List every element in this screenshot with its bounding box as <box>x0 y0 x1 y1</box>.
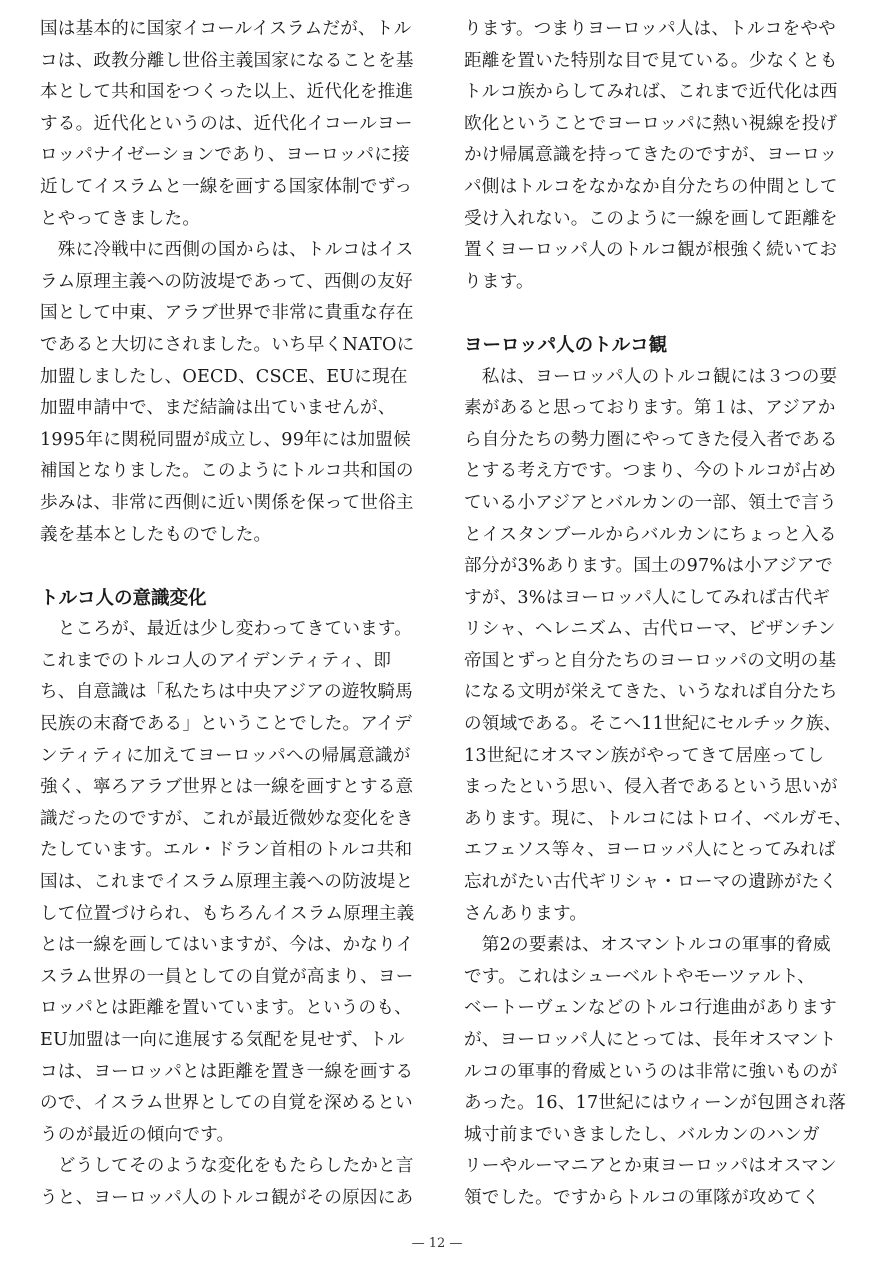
text-line: 国は基本的に国家イコールイスラムだが、トル <box>40 19 412 39</box>
text-line: が、ヨーロッパ人にとっては、長年オスマント <box>464 1030 837 1050</box>
paragraph-gap <box>464 298 844 330</box>
text-line: ベートーヴェンなどのトルコ行進曲があります <box>464 998 837 1019</box>
text-line: 本として共和国をつくった以上、近代化を推進 <box>40 82 414 103</box>
text-line: どうしてそのような変化をもたらしたかと言 <box>40 1156 414 1177</box>
text-line: うのが最近の傾向です。 <box>40 1124 235 1145</box>
text-line: 欧化ということでヨーロッパに熱い視線を投げ <box>464 113 838 134</box>
text-line: 私は、ヨーロッパ人のトルコ観には３つの要 <box>464 366 838 387</box>
text-line: 加盟申請中で、まだ結論は出ていませんが、 <box>40 398 396 419</box>
right-text-column <box>464 14 852 1215</box>
text-line: 素があると思っております。第１は、アジアか <box>464 398 836 419</box>
text-line: 部分が3%あります。国土の97%は小アジアで <box>464 556 833 577</box>
text-line: すが、3%はヨーロッパ人にしてみれば古代ギ <box>464 587 831 608</box>
text-line: 加盟しましたし、OECD、CSCE、EUに現在 <box>40 366 408 387</box>
text-line: まったという思い、侵入者であるという思いが <box>464 777 838 798</box>
page-number: — 12 — <box>411 1236 463 1251</box>
text-line: ルコの軍事的脅威というのは非常に強いものが <box>464 1061 838 1082</box>
text-line: トルコ族からしてみれば、これまで近代化は西 <box>464 82 838 103</box>
text-line: コは、ヨーロッパとは距離を置き一線を画する <box>40 1061 414 1082</box>
text-line: パ側はトルコをなかなか自分たちの仲間として <box>464 176 838 197</box>
text-line: 歩みは、非常に西側に近い関係を保って世俗主 <box>40 492 414 513</box>
text-line: うと、ヨーロッパ人のトルコ観がその原因にあ <box>40 1187 414 1208</box>
text-line: 義を基本としたものでした。 <box>40 524 272 545</box>
text-line: ロッパナイゼーションであり、ヨーロッパに接 <box>40 145 410 166</box>
section-heading: トルコ人の意識変化 <box>40 587 207 609</box>
text-line: 国として中東、アラブ世界で非常に貴重な存在 <box>40 303 414 324</box>
text-line: の領域である。そこへ11世紀にセルチック族、 <box>464 714 842 735</box>
text-line: であると大切にされました。いち早くNATOに <box>40 334 415 355</box>
text-line: スラム世界の一員としての自覚が高まり、ヨー <box>40 966 414 987</box>
text-line: 距離を置いた特別な目で見ている。少なくとも <box>464 50 838 71</box>
text-line: ります。 <box>464 271 534 292</box>
text-line: あります。現に、トルコにはトロイ、ベルガモ、 <box>464 808 852 829</box>
text-line: 帝国とずっと自分たちのヨーロッパの文明の基 <box>464 650 837 671</box>
text-line: 1995年に関税同盟が成立し、99年には加盟候 <box>40 429 411 450</box>
left-text-column <box>40 14 420 1215</box>
text-line: コは、政教分離し世俗主義国家になることを基 <box>40 50 414 71</box>
text-line: とは一線を画してはいますが、今は、かなりイ <box>40 935 414 956</box>
text-line: ので、イスラム世界としての自覚を深めるとい <box>40 1093 413 1114</box>
text-line: EU加盟は一向に進展する気配を見せず、トル <box>40 1030 405 1050</box>
text-line: です。これはシューベルトやモーツァルト、 <box>464 966 815 987</box>
text-line: ります。つまりヨーロッパ人は、トルコをやや <box>464 19 836 39</box>
text-line: 強く、寧ろアラブ世界とは一線を画すとする意 <box>40 777 414 798</box>
text-line: ところが、最近は少し変わってきています。 <box>40 619 413 640</box>
text-line: 城寸前までいきましたし、バルカンのハンガ <box>464 1124 820 1145</box>
text-line: 識だったのですが、これが最近微妙な変化をき <box>40 808 414 829</box>
text-line: 民族の末裔である」ということでした。アイデ <box>40 714 413 735</box>
text-line: 殊に冷戦中に西側の国からは、トルコはイス <box>40 240 414 261</box>
text-line: とやってきました。 <box>40 208 201 229</box>
text-line: 国は、これまでイスラム原理主義への防波堤と <box>40 872 414 893</box>
text-line: リシャ、ヘレニズム、古代ローマ、ビザンチン <box>464 619 836 640</box>
text-line: さんあります。 <box>464 903 588 924</box>
text-line: これまでのトルコ人のアイデンティティ、即 <box>40 650 392 671</box>
text-line: ンティティに加えてヨーロッパへの帰属意識が <box>40 745 411 766</box>
text-line: ロッパとは距離を置いています。というのも、 <box>40 998 412 1019</box>
text-line: とする考え方です。つまり、今のトルコが占め <box>464 461 837 482</box>
text-line: 忘れがたい古代ギリシャ・ローマの遺跡がたく <box>464 872 838 893</box>
text-line: する。近代化というのは、近代化イコールヨー <box>40 113 413 134</box>
text-line: エフェソス等々、ヨーロッパ人にとってみれば <box>464 840 836 861</box>
text-line: たしています。エル・ドラン首相のトルコ共和 <box>40 840 413 861</box>
text-line: 13世紀にオスマン族がやってきて居座ってし <box>464 745 825 766</box>
paragraph-gap <box>40 551 420 583</box>
text-line: ている小アジアとバルカンの一部、領土で言う <box>464 492 837 513</box>
text-line: とイスタンブールからバルカンにちょっと入る <box>464 524 837 545</box>
text-line: ら自分たちの勢力圏にやってきた侵入者である <box>464 429 838 450</box>
text-line: ラム原理主義への防波堤であって、西側の友好 <box>40 271 413 292</box>
text-line: 補国となりました。このようにトルコ共和国の <box>40 461 414 482</box>
text-line: あった。16、17世紀にはウィーンが包囲され落 <box>464 1093 847 1114</box>
text-line: して位置づけられ、もちろんイスラム原理主義 <box>40 903 415 924</box>
text-line: ち、自意識は「私たちは中央アジアの遊牧騎馬 <box>40 682 413 703</box>
text-line: 第2の要素は、オスマントルコの軍事的脅威 <box>464 935 831 956</box>
text-line: になる文明が栄えてきた、いうなれば自分たち <box>464 682 838 703</box>
text-line: 領でした。ですからトルコの軍隊が攻めてく <box>464 1187 820 1208</box>
text-line: 置くヨーロッパ人のトルコ観が根強く続いてお <box>464 240 838 261</box>
text-line: リーやルーマニアとか東ヨーロッパはオスマン <box>464 1156 837 1177</box>
text-line: 受け入れない。このように一線を画して距離を <box>464 208 838 229</box>
text-line: 近してイスラムと一線を画する国家体制でずっ <box>40 176 413 197</box>
section-heading: ヨーロッパ人のトルコ観 <box>464 334 668 356</box>
text-line: かけ帰属意識を持ってきたのですが、ヨーロッ <box>464 145 838 166</box>
